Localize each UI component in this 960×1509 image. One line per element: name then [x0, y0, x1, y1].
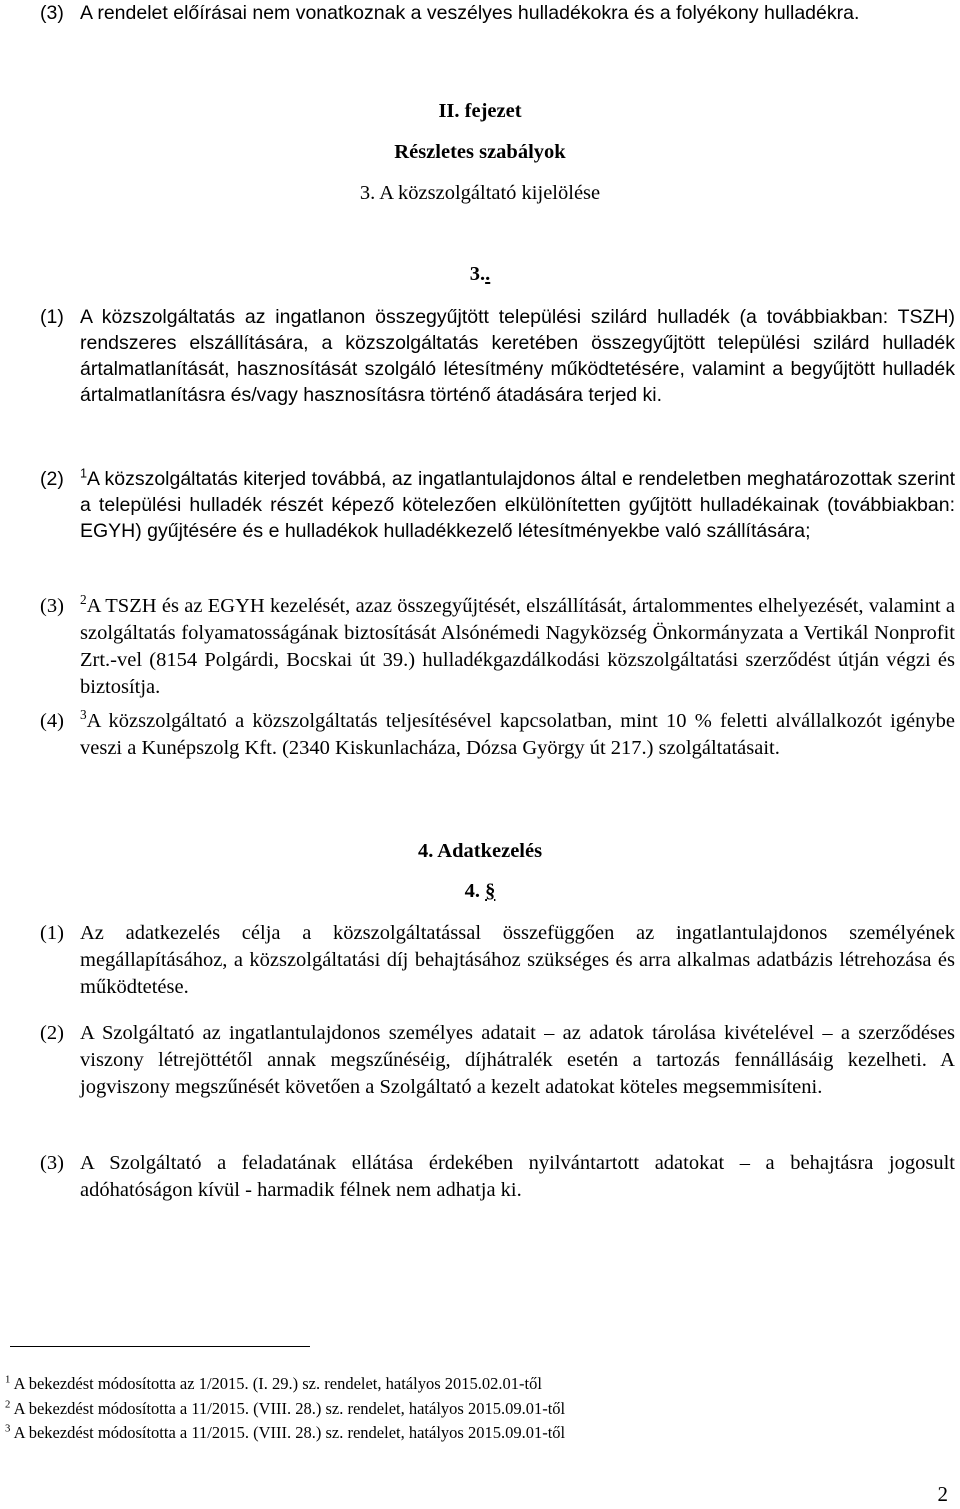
section-sign: §: [485, 880, 496, 902]
s4-paragraph-2: [40, 1020, 955, 1101]
paragraph-number: (1): [40, 922, 64, 944]
paragraph-text: A Szolgáltató a feladatának ellátása érdekében nyilvántartott adatokat – a behajtásra jogosult adóhatóságon kívül - harmadik félnek nem adhatja ki.: [80, 1152, 955, 1201]
footnote-2: [5, 1396, 565, 1421]
footnote-mark: 1: [5, 1373, 11, 1386]
chapter-title: Részletes szabályok: [394, 141, 566, 163]
paragraph-number: (2): [40, 1022, 64, 1044]
paragraph-text: A Szolgáltató az ingatlantulajdonos személyes adatait – az adatok tárolása kivételével – a szerződéses viszony létrejöttétől annak megszűnéséig, díjhátralék esetén a tartozás fennállásáig kezelheti. A jogviszony megszűnését követően a Szolgáltató a kezelt adatokat köteles megsemmisíteni.: [80, 1022, 955, 1098]
paragraph-text: Az adatkezelés célja a közszolgáltatással összefüggően az ingatlantulajdonos személyének megállapításához, a közszolgáltatási díj behajtásához szükséges és arra alkalmas adatbázis létrehozása és működtetése.: [80, 922, 955, 998]
s4-paragraph-1: [40, 920, 955, 1001]
page-number: 2: [937, 1482, 948, 1506]
paragraph-number: (2): [40, 468, 64, 490]
footnote-divider: [10, 1346, 310, 1347]
paragraph-number: (3): [40, 1152, 64, 1174]
paragraph-number: (1): [40, 306, 64, 328]
footnote-text: A bekezdést módosította az 1/2015. (I. 29.) sz. rendelet, hatályos 2015.02.01-től: [10, 1374, 542, 1393]
s3-paragraph-2: [40, 466, 955, 544]
chapter-number: II. fejezet: [438, 100, 522, 122]
footnote-text: A bekezdést módosította a 11/2015. (VIII. 28.) sz. rendelet, hatályos 2015.09.01-től: [10, 1423, 566, 1442]
paragraph-number: (3): [40, 595, 64, 617]
paragraph-text: A közszolgáltatás az ingatlanon összegyűjtött települési szilárd hulladék (a továbbiakban: TSZH) rendszeres elszállítására, a közszolgáltatás keretében összegyűjtött települési szilárd hulladék ártalmatlanítását, hasznosítását szolgáló létesítmény működtetésére, valamint a begyűjtött hulladék ártalmatlanításra és/vagy hasznosításra történő átadására terjed ki.: [80, 306, 955, 406]
intro-paragraph: [40, 0, 955, 26]
paragraph-text: A közszolgáltató a közszolgáltatás teljesítésével kapcsolatban, mint 10 % feletti alvállalkozót igénybe veszi a Kunépszolg Kft. (2340 Kiskunlacháza, Dózsa György út 217.) szolgáltatásait.: [80, 710, 955, 759]
s4-paragraph-3: [40, 1150, 955, 1204]
footnote-3: [5, 1420, 565, 1445]
section-mark: [0, 261, 960, 288]
paragraph-text: A közszolgáltatás kiterjed továbbá, az ingatlantulajdonos által e rendeletben meghatározottak szerint a települési hulladék részét képező kötelezően elkülönítetten gyűjtött hulladékainak (továbbiakban: EGYH) gyűjtésére és e hulladékok hulladékkezelő létesítményekbe való szállítására;: [80, 468, 955, 542]
s3-paragraph-4: [40, 708, 955, 762]
paragraph-number: (4): [40, 710, 64, 732]
footnote-text: A bekezdést módosította a 11/2015. (VIII. 28.) sz. rendelet, hatályos 2015.09.01-től: [10, 1399, 566, 1418]
footnote-ref: 2: [80, 592, 87, 608]
paragraph-text: A TSZH és az EGYH kezelését, azaz összegyűjtését, elszállítását, ártalommentes elhelyezését, valamint a szolgáltatás folyamatosságának biztosítását Alsónémedi Nagyközség Önkormányzata a Vertikál Nonprofit Zrt.-vel (8154 Polgárdi, Bocskai út 39.) hulladékgazdálkodási közszolgáltatási szerződést útján végzi és biztosítja.: [80, 595, 955, 698]
section-heading: 3. A közszolgáltató kijelölése: [359, 182, 601, 204]
s3-paragraph-3: [40, 593, 955, 701]
paragraph-text: A rendelet előírásai nem vonatkoznak a veszélyes hulladékokra és a folyékony hulladékra.: [80, 2, 860, 24]
s3-paragraph-1: [40, 304, 955, 408]
footnote-mark: 3: [5, 1422, 11, 1435]
section-4-heading: 4. Adatkezelés: [417, 840, 543, 862]
section-number: 4.: [464, 880, 486, 902]
footnote-ref: 3: [80, 707, 87, 723]
footnote-ref: 1: [80, 466, 88, 481]
footnote-1: [5, 1371, 542, 1396]
paragraph-number: (3): [40, 2, 64, 24]
footnote-mark: 2: [5, 1398, 11, 1411]
section-number: 3.: [469, 263, 486, 285]
section-sign: .: [485, 263, 491, 285]
section-4-mark: [0, 878, 960, 905]
